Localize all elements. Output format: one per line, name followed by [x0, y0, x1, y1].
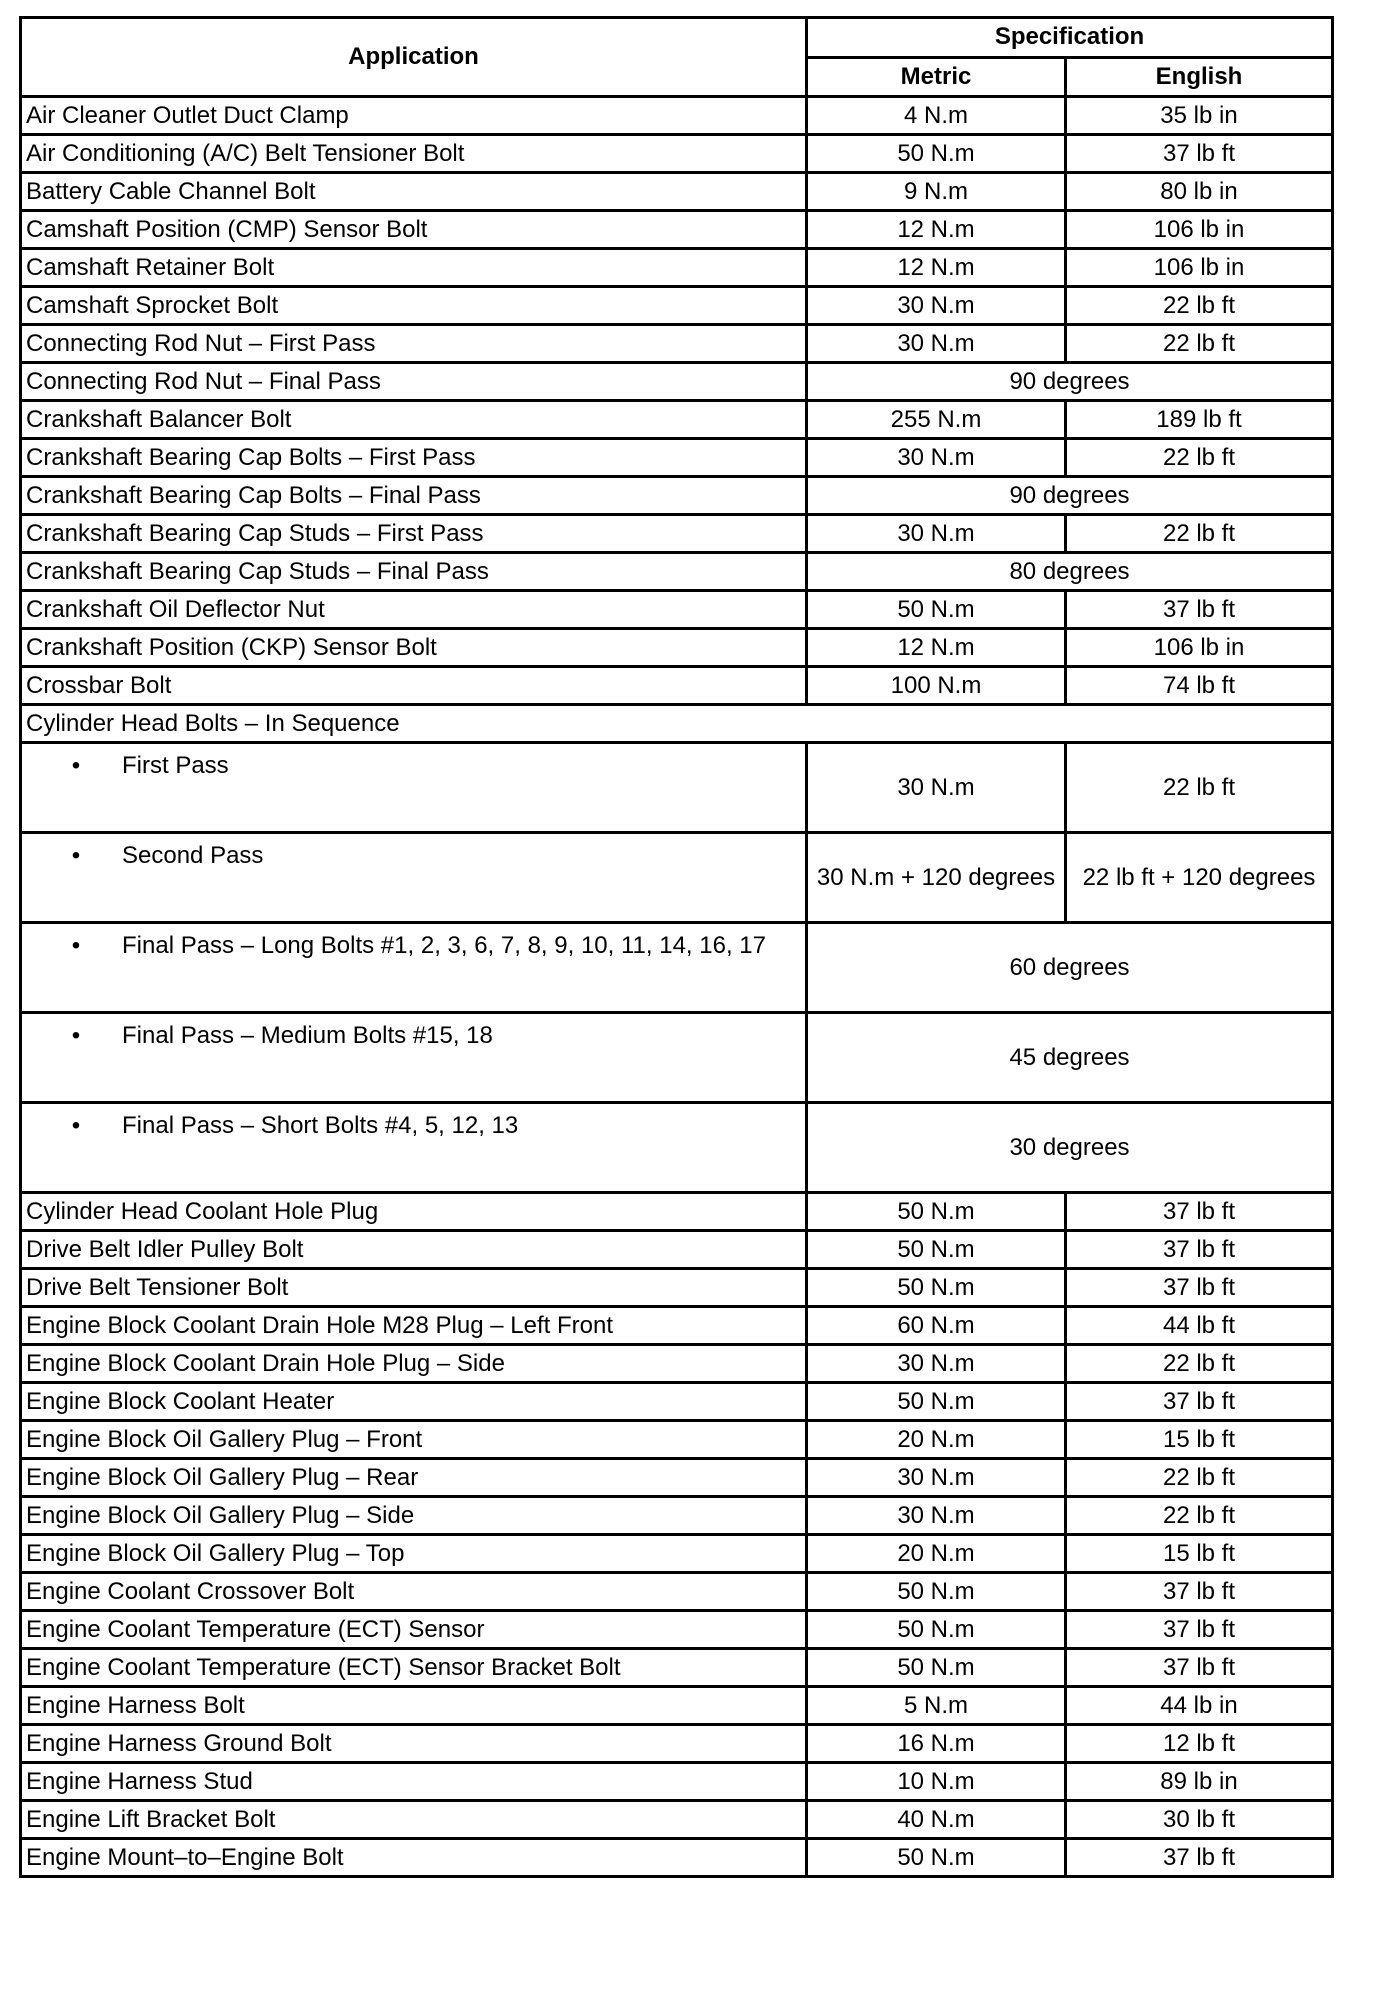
- metric-cell: 30 N.m: [807, 743, 1066, 833]
- table-row: [21, 1497, 1333, 1535]
- english-cell: 37 lb ft: [1066, 1231, 1333, 1269]
- english-cell: 37 lb ft: [1066, 135, 1333, 173]
- english-cell: 37 lb ft: [1066, 1269, 1333, 1307]
- section-row: [21, 705, 1333, 743]
- application-cell: Engine Coolant Temperature (ECT) Sensor: [21, 1611, 807, 1649]
- english-cell: 89 lb in: [1066, 1763, 1333, 1801]
- table-row: [21, 211, 1333, 249]
- table-row: [21, 591, 1333, 629]
- table-row: [21, 1839, 1333, 1877]
- metric-cell: 30 N.m: [807, 287, 1066, 325]
- english-cell: 37 lb ft: [1066, 1611, 1333, 1649]
- metric-cell: 50 N.m: [807, 1839, 1066, 1877]
- bullet-icon: •: [71, 932, 81, 959]
- application-cell: Engine Block Coolant Drain Hole M28 Plug – Left Front: [21, 1307, 807, 1345]
- application-label: Final Pass – Short Bolts #4, 5, 12, 13: [122, 1112, 519, 1139]
- english-cell: 22 lb ft: [1066, 743, 1333, 833]
- metric-cell: 50 N.m: [807, 135, 1066, 173]
- application-cell: Crankshaft Oil Deflector Nut: [21, 591, 807, 629]
- application-cell: Engine Harness Ground Bolt: [21, 1725, 807, 1763]
- table-row: [21, 325, 1333, 363]
- table-header: [21, 18, 1333, 97]
- application-cell: Engine Block Coolant Drain Hole Plug – Side: [21, 1345, 807, 1383]
- sub-row: [21, 1103, 1333, 1193]
- application-cell: Engine Lift Bracket Bolt: [21, 1801, 807, 1839]
- english-cell: 22 lb ft + 120 degrees: [1066, 833, 1333, 923]
- combined-spec-cell: 90 degrees: [807, 363, 1333, 401]
- application-cell: [21, 1103, 807, 1193]
- table-row: [21, 439, 1333, 477]
- application-cell: [21, 833, 807, 923]
- table-row: [21, 1687, 1333, 1725]
- english-cell: 22 lb ft: [1066, 1345, 1333, 1383]
- sub-row: [21, 1013, 1333, 1103]
- english-cell: 22 lb ft: [1066, 1497, 1333, 1535]
- table-row: [21, 401, 1333, 439]
- application-cell: Engine Coolant Temperature (ECT) Sensor Bracket Bolt: [21, 1649, 807, 1687]
- table-row: [21, 249, 1333, 287]
- combined-spec-cell: 30 degrees: [807, 1103, 1333, 1193]
- metric-cell: 12 N.m: [807, 211, 1066, 249]
- english-cell: 30 lb ft: [1066, 1801, 1333, 1839]
- table-row: [21, 1231, 1333, 1269]
- table-row: [21, 553, 1333, 591]
- sub-row: [21, 743, 1333, 833]
- application-cell: Battery Cable Channel Bolt: [21, 173, 807, 211]
- application-cell: Engine Coolant Crossover Bolt: [21, 1573, 807, 1611]
- english-cell: 106 lb in: [1066, 211, 1333, 249]
- combined-spec-cell: 90 degrees: [807, 477, 1333, 515]
- sub-row: [21, 923, 1333, 1013]
- english-cell: 22 lb ft: [1066, 1459, 1333, 1497]
- torque-spec-table: [19, 16, 1334, 1878]
- table-row: [21, 667, 1333, 705]
- metric-cell: 30 N.m: [807, 1497, 1066, 1535]
- metric-cell: 30 N.m: [807, 325, 1066, 363]
- header-row-1: [21, 18, 1333, 58]
- sub-row: [21, 833, 1333, 923]
- application-cell: Camshaft Sprocket Bolt: [21, 287, 807, 325]
- table-row: [21, 1193, 1333, 1231]
- metric-cell: 10 N.m: [807, 1763, 1066, 1801]
- metric-cell: 255 N.m: [807, 401, 1066, 439]
- table-row: [21, 1345, 1333, 1383]
- metric-cell: 20 N.m: [807, 1535, 1066, 1573]
- english-cell: 37 lb ft: [1066, 1839, 1333, 1877]
- application-cell: Connecting Rod Nut – First Pass: [21, 325, 807, 363]
- combined-spec-cell: 60 degrees: [807, 923, 1333, 1013]
- application-cell: Engine Block Oil Gallery Plug – Rear: [21, 1459, 807, 1497]
- table-row: [21, 1535, 1333, 1573]
- table-row: [21, 1421, 1333, 1459]
- table-row: [21, 515, 1333, 553]
- bullet-icon: •: [71, 1112, 81, 1139]
- english-cell: 106 lb in: [1066, 629, 1333, 667]
- metric-cell: 50 N.m: [807, 1269, 1066, 1307]
- table-row: [21, 1269, 1333, 1307]
- metric-cell: 40 N.m: [807, 1801, 1066, 1839]
- application-cell: Engine Harness Bolt: [21, 1687, 807, 1725]
- table-row: [21, 1611, 1333, 1649]
- table-row: [21, 1383, 1333, 1421]
- metric-cell: 16 N.m: [807, 1725, 1066, 1763]
- metric-cell: 30 N.m + 120 degrees: [807, 833, 1066, 923]
- table-row: [21, 363, 1333, 401]
- english-cell: 22 lb ft: [1066, 325, 1333, 363]
- torque-spec-table-wrapper: [19, 16, 1331, 1878]
- application-cell: Air Cleaner Outlet Duct Clamp: [21, 97, 807, 135]
- application-cell: Air Conditioning (A/C) Belt Tensioner Bolt: [21, 135, 807, 173]
- application-cell: Engine Mount–to–Engine Bolt: [21, 1839, 807, 1877]
- bullet-icon: •: [71, 842, 81, 869]
- header-english: English: [1066, 57, 1333, 97]
- metric-cell: 9 N.m: [807, 173, 1066, 211]
- header-specification: Specification: [807, 18, 1333, 58]
- table-row: [21, 1763, 1333, 1801]
- metric-cell: 50 N.m: [807, 1231, 1066, 1269]
- application-cell: Crankshaft Bearing Cap Bolts – First Pass: [21, 439, 807, 477]
- application-cell: Crankshaft Balancer Bolt: [21, 401, 807, 439]
- combined-spec-cell: 45 degrees: [807, 1013, 1333, 1103]
- english-cell: 37 lb ft: [1066, 1649, 1333, 1687]
- application-cell: [21, 923, 807, 1013]
- english-cell: 37 lb ft: [1066, 1573, 1333, 1611]
- table-row: [21, 1459, 1333, 1497]
- application-cell: Camshaft Retainer Bolt: [21, 249, 807, 287]
- metric-cell: 30 N.m: [807, 439, 1066, 477]
- english-cell: 106 lb in: [1066, 249, 1333, 287]
- application-label: Final Pass – Medium Bolts #15, 18: [122, 1022, 493, 1049]
- metric-cell: 50 N.m: [807, 1193, 1066, 1231]
- english-cell: 35 lb in: [1066, 97, 1333, 135]
- english-cell: 44 lb in: [1066, 1687, 1333, 1725]
- table-row: [21, 173, 1333, 211]
- application-label: First Pass: [122, 752, 229, 779]
- application-cell: Crankshaft Position (CKP) Sensor Bolt: [21, 629, 807, 667]
- english-cell: 22 lb ft: [1066, 515, 1333, 553]
- metric-cell: 12 N.m: [807, 629, 1066, 667]
- metric-cell: 20 N.m: [807, 1421, 1066, 1459]
- application-cell: Connecting Rod Nut – Final Pass: [21, 363, 807, 401]
- metric-cell: 100 N.m: [807, 667, 1066, 705]
- table-row: [21, 1649, 1333, 1687]
- application-cell: Engine Block Coolant Heater: [21, 1383, 807, 1421]
- application-cell: Crankshaft Bearing Cap Bolts – Final Pass: [21, 477, 807, 515]
- english-cell: 37 lb ft: [1066, 1383, 1333, 1421]
- bullet-icon: •: [71, 752, 81, 779]
- application-label: Second Pass: [122, 842, 264, 869]
- table-row: [21, 287, 1333, 325]
- bullet-icon: •: [71, 1022, 81, 1049]
- table-row: [21, 1725, 1333, 1763]
- application-cell: Drive Belt Idler Pulley Bolt: [21, 1231, 807, 1269]
- application-cell: Crankshaft Bearing Cap Studs – First Pass: [21, 515, 807, 553]
- english-cell: 44 lb ft: [1066, 1307, 1333, 1345]
- application-cell: Drive Belt Tensioner Bolt: [21, 1269, 807, 1307]
- metric-cell: 50 N.m: [807, 1383, 1066, 1421]
- metric-cell: 30 N.m: [807, 1345, 1066, 1383]
- application-cell: Engine Block Oil Gallery Plug – Front: [21, 1421, 807, 1459]
- metric-cell: 4 N.m: [807, 97, 1066, 135]
- application-cell: Crossbar Bolt: [21, 667, 807, 705]
- metric-cell: 30 N.m: [807, 515, 1066, 553]
- table-row: [21, 1573, 1333, 1611]
- metric-cell: 50 N.m: [807, 1573, 1066, 1611]
- application-cell: Camshaft Position (CMP) Sensor Bolt: [21, 211, 807, 249]
- table-row: [21, 1801, 1333, 1839]
- combined-spec-cell: 80 degrees: [807, 553, 1333, 591]
- english-cell: 22 lb ft: [1066, 439, 1333, 477]
- english-cell: 15 lb ft: [1066, 1535, 1333, 1573]
- metric-cell: 12 N.m: [807, 249, 1066, 287]
- metric-cell: 50 N.m: [807, 1649, 1066, 1687]
- english-cell: 37 lb ft: [1066, 591, 1333, 629]
- application-cell: Crankshaft Bearing Cap Studs – Final Pass: [21, 553, 807, 591]
- table-row: [21, 1307, 1333, 1345]
- english-cell: 12 lb ft: [1066, 1725, 1333, 1763]
- metric-cell: 50 N.m: [807, 1611, 1066, 1649]
- header-metric: Metric: [807, 57, 1066, 97]
- english-cell: 15 lb ft: [1066, 1421, 1333, 1459]
- english-cell: 37 lb ft: [1066, 1193, 1333, 1231]
- table-row: [21, 97, 1333, 135]
- application-cell: Cylinder Head Coolant Hole Plug: [21, 1193, 807, 1231]
- application-cell: [21, 1013, 807, 1103]
- application-cell: Engine Block Oil Gallery Plug – Side: [21, 1497, 807, 1535]
- application-cell: [21, 743, 807, 833]
- table-row: [21, 477, 1333, 515]
- application-label: Final Pass – Long Bolts #1, 2, 3, 6, 7, 8, 9, 10, 11, 14, 16, 17: [122, 932, 766, 959]
- english-cell: 189 lb ft: [1066, 401, 1333, 439]
- application-cell: Engine Harness Stud: [21, 1763, 807, 1801]
- table-row: [21, 135, 1333, 173]
- metric-cell: 50 N.m: [807, 591, 1066, 629]
- english-cell: 22 lb ft: [1066, 287, 1333, 325]
- english-cell: 80 lb in: [1066, 173, 1333, 211]
- metric-cell: 60 N.m: [807, 1307, 1066, 1345]
- english-cell: 74 lb ft: [1066, 667, 1333, 705]
- table-body: [21, 97, 1333, 1877]
- header-application: Application: [21, 18, 807, 97]
- metric-cell: 5 N.m: [807, 1687, 1066, 1725]
- application-cell: Engine Block Oil Gallery Plug – Top: [21, 1535, 807, 1573]
- application-cell: Cylinder Head Bolts – In Sequence: [21, 705, 1333, 743]
- metric-cell: 30 N.m: [807, 1459, 1066, 1497]
- table-row: [21, 629, 1333, 667]
